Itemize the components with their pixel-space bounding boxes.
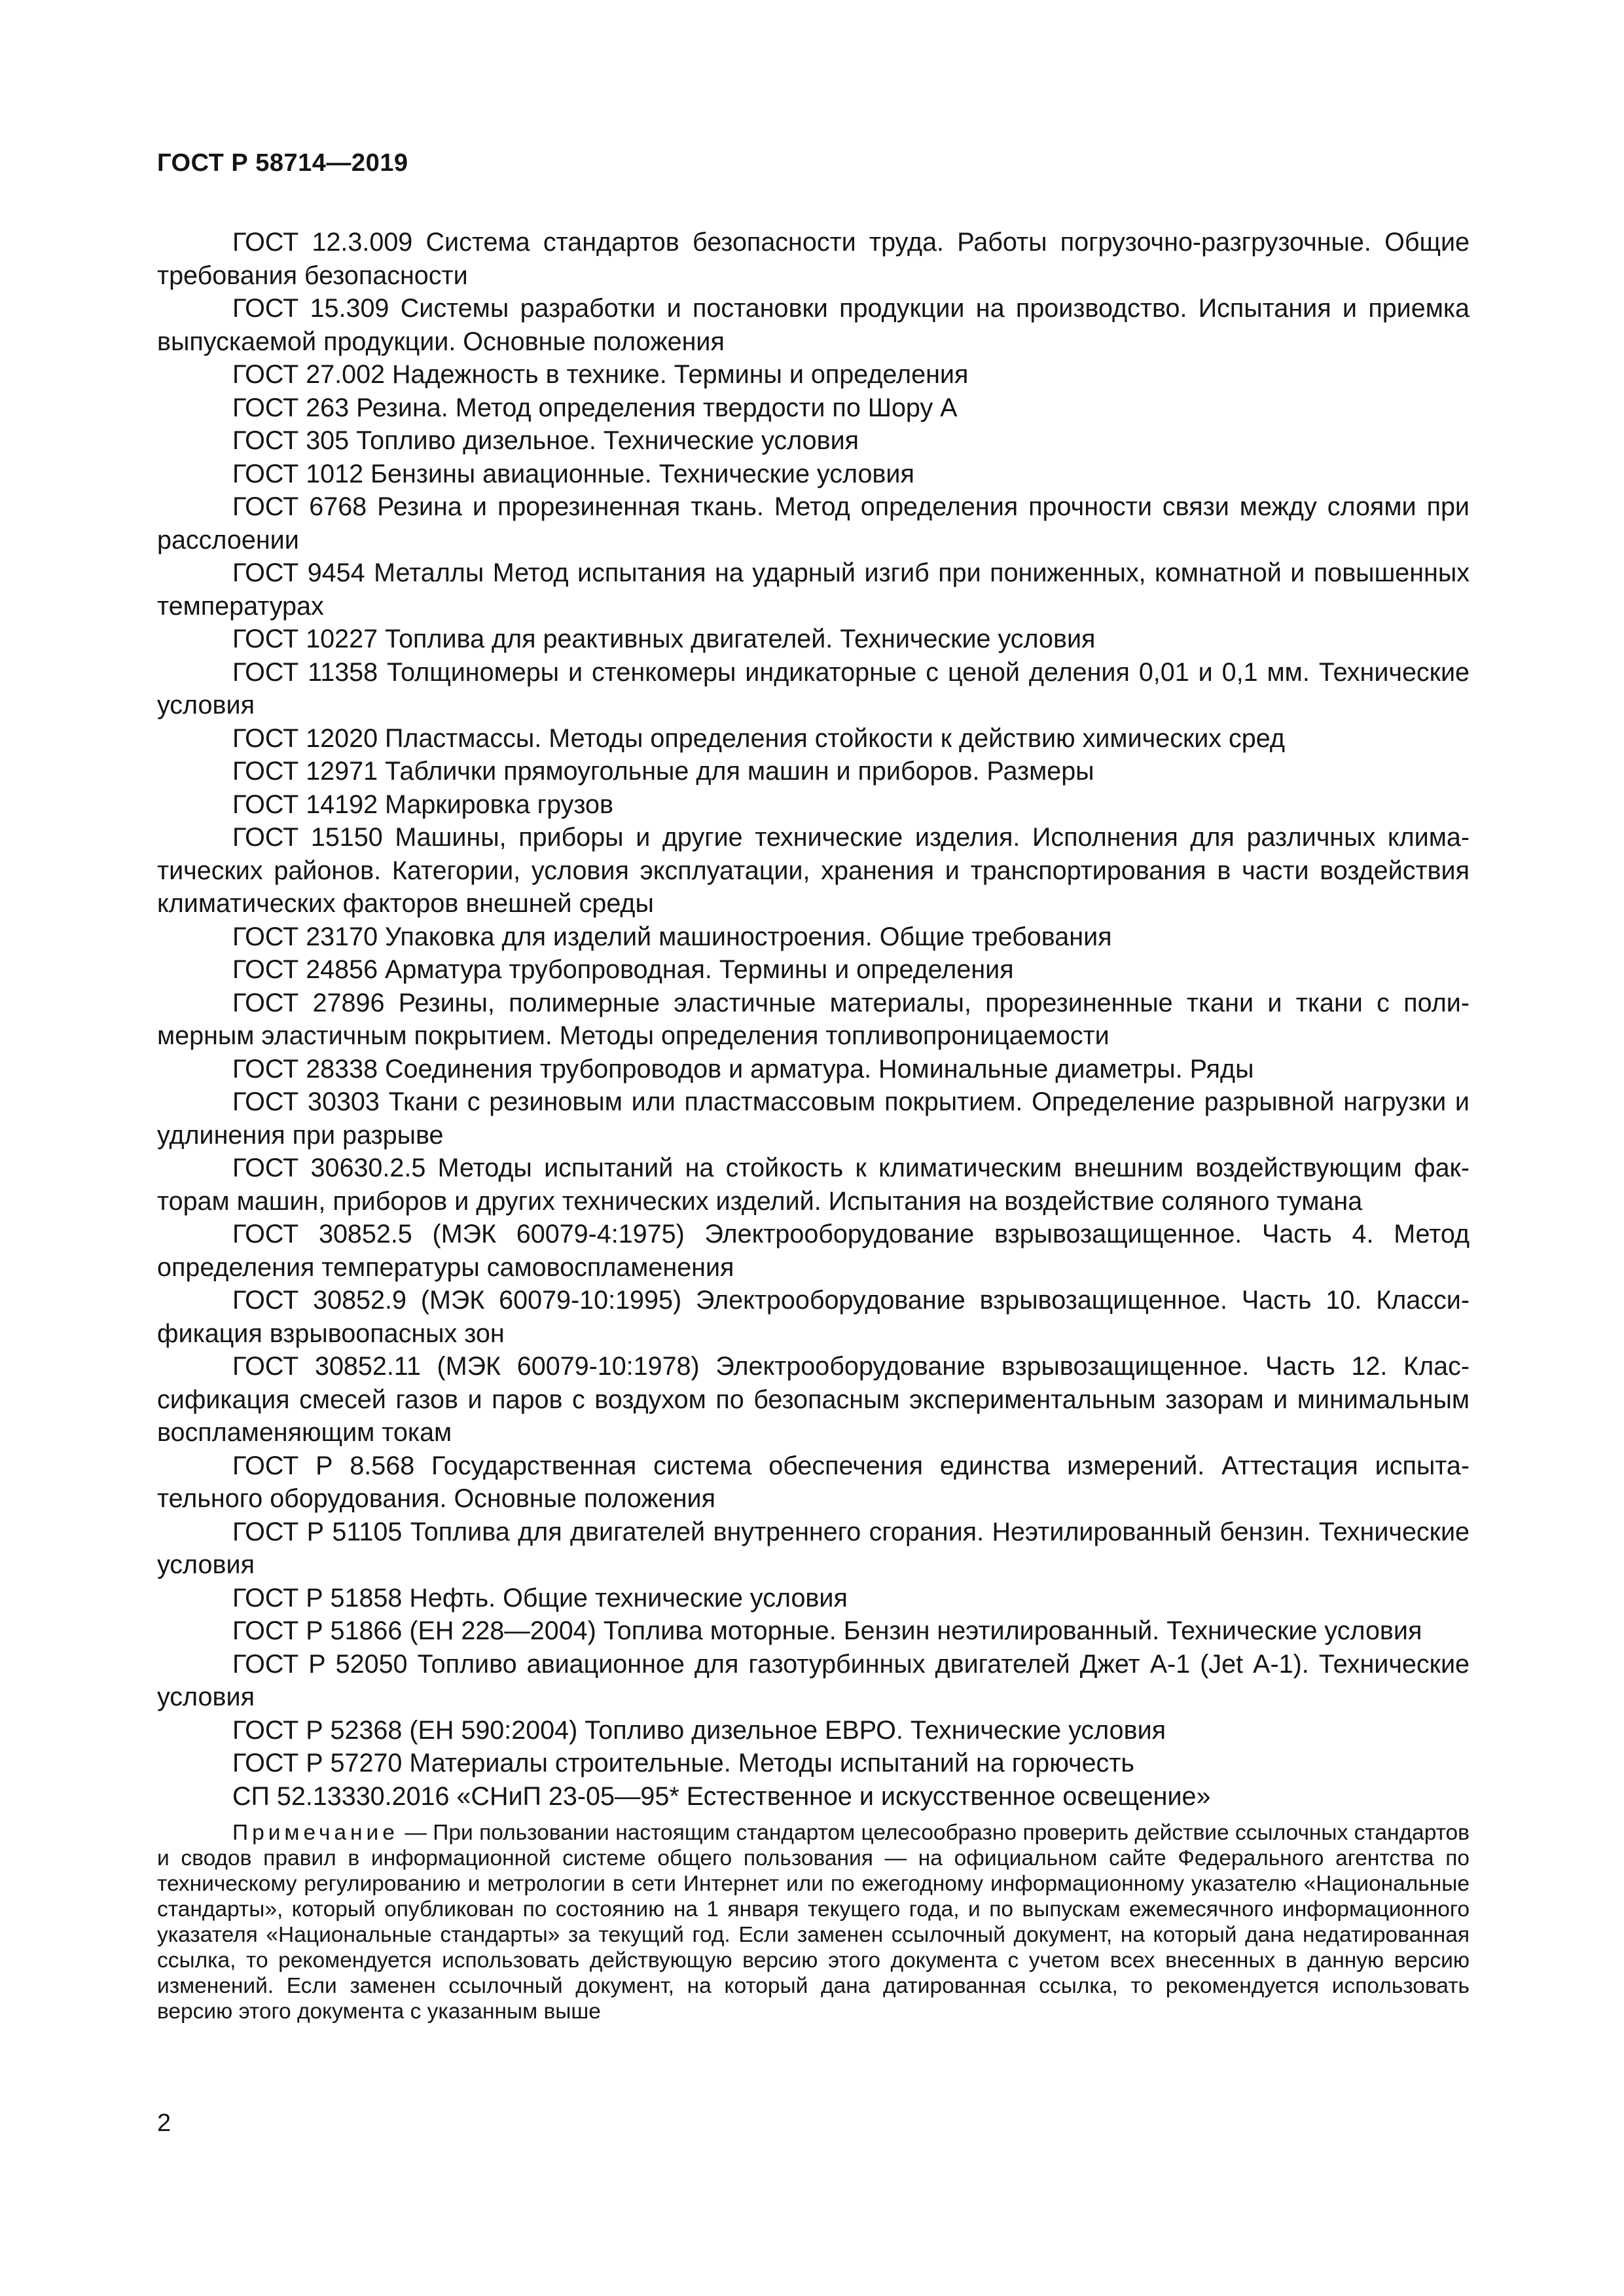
- reference-item: ГОСТ 27.002 Надежность в технике. Термины и определения: [232, 360, 969, 389]
- reference-item: ГОСТ 30852.11 (МЭК 60079-10:1978) Электрооборудование взрывозащищенное. Часть 12. Классификация смесей газов и паров с воздухом по безопасным экспериментальным зазорам и минимальным воспламеняющим токам: [157, 1352, 1470, 1447]
- reference-item: ГОСТ Р 51858 Нефть. Общие технические условия: [232, 1583, 848, 1613]
- note-label: Примечание: [232, 1821, 399, 1845]
- reference-item: ГОСТ 12020 Пластмассы. Методы определения стойкости к действию химических сред: [232, 723, 1285, 753]
- reference-item: ГОСТ Р 8.568 Государственная система обеспечения единства измерений. Аттестация испытательного оборудования. Основные положения: [157, 1451, 1470, 1513]
- reference-item: ГОСТ Р 57270 Материалы строительные. Методы испытаний на горючесть: [232, 1749, 1134, 1777]
- reference-item: ГОСТ 12971 Таблички прямоугольные для машин и приборов. Размеры: [232, 757, 1094, 786]
- reference-item: ГОСТ 14192 Маркировка грузов: [232, 790, 613, 819]
- reference-item: ГОСТ 12.3.009 Система стандартов безопасности труда. Работы погрузочно-разгрузочные. Общие требования безопасности: [157, 228, 1470, 290]
- reference-item: СП 52.13330.2016 «СНиП 23-05—95* Естественное и искусственное освещение»: [232, 1781, 1211, 1811]
- reference-item: ГОСТ 10227 Топлива для реактивных двигателей. Технические условия: [232, 625, 1096, 653]
- reference-item: ГОСТ Р 51105 Топлива для двигателей внутреннего сгорания. Неэтилированный бензин. Технические условия: [157, 1517, 1470, 1579]
- reference-item: ГОСТ Р 52368 (ЕН 590:2004) Топливо дизельное ЕВРО. Технические условия: [232, 1715, 1166, 1745]
- reference-item: ГОСТ Р 51866 (ЕН 228—2004) Топлива моторные. Бензин неэтилированный. Технические условия: [232, 1616, 1422, 1645]
- note-paragraph: [157, 1820, 1470, 2024]
- reference-item: ГОСТ 30303 Ткани с резиновым или пластмассовым покрытием. Определение разрывной нагрузки и удлинения при разрыве: [157, 1087, 1470, 1150]
- reference-item: ГОСТ 30630.2.5 Методы испытаний на стойкость к климатическим внешним воздействующим факторам машин, приборов и других технических изделий. Испытания на воздействие соляного тумана: [157, 1154, 1470, 1216]
- reference-item: ГОСТ 15150 Машины, приборы и другие технические изделия. Исполнения для различных климатических районов. Категории, условия эксплуатации, хранения и транспортирования в части воздействия климатических факторов внешней среды: [157, 823, 1470, 918]
- reference-item: ГОСТ 305 Топливо дизельное. Технические условия: [232, 426, 859, 455]
- page-number: 2: [157, 2109, 171, 2137]
- reference-item: ГОСТ 30852.5 (МЭК 60079-4:1975) Электрооборудование взрывозащищенное. Часть 4. Метод определения температуры самовоспламенения: [157, 1220, 1470, 1282]
- reference-item: ГОСТ 28338 Соединения трубопроводов и арматура. Номинальные диаметры. Ряды: [232, 1054, 1254, 1084]
- normative-references-list: [157, 226, 1470, 1813]
- reference-item: ГОСТ 1012 Бензины авиационные. Технические условия: [232, 459, 914, 488]
- note-text: — При пользовании настоящим стандартом целесообразно проверить действие ссылочных стандартов и сводов правил в информационной системе общего пользования — на официальном сайте Федерального агентства по техническому регулированию и метрологии в сети Интернет или по ежегодному информационному указателю «Национальные стандарты», который опубликован по состоянию на 1 января текущего года, и по выпускам ежемесячного информационного указателя «Национальные стандарты» за текущий год. Если заменен ссылочный документ, на который дана недатированная ссылка, то рекомендуется использовать действующую версию этого документа с учетом всех внесенных в данную версию изменений. Если заменен ссылочный документ, на который дана датированная ссылка, то рекомендуется использовать версию этого документа с указанным выше: [157, 1821, 1470, 2024]
- standard-id-header: ГОСТ Р 58714—2019: [157, 149, 408, 177]
- reference-item: ГОСТ 27896 Резины, полимерные эластичные материалы, прорезиненные ткани и ткани с полимерным эластичным покрытием. Методы определения топливопроницаемости: [157, 988, 1470, 1050]
- reference-item: ГОСТ 23170 Упаковка для изделий машиностроения. Общие требования: [232, 922, 1112, 951]
- reference-item: ГОСТ 11358 Толщиномеры и стенкомеры индикаторные с ценой деления 0,01 и 0,1 мм. Технические условия: [157, 657, 1470, 720]
- reference-item: ГОСТ Р 52050 Топливо авиационное для газотурбинных двигателей Джет А-1 (Jet А-1). Технические условия: [157, 1649, 1470, 1711]
- reference-item: ГОСТ 15.309 Системы разработки и постановки продукции на производство. Испытания и приемка выпускаемой продукции. Основные положения: [157, 294, 1470, 356]
- reference-item: ГОСТ 9454 Металлы Метод испытания на ударный изгиб при пониженных, комнатной и повышенных температурах: [157, 558, 1470, 621]
- reference-item: ГОСТ 30852.9 (МЭК 60079-10:1995) Электрооборудование взрывозащищенное. Часть 10. Классификация взрывоопасных зон: [157, 1286, 1470, 1348]
- reference-item: ГОСТ 24856 Арматура трубопроводная. Термины и определения: [232, 955, 1014, 984]
- reference-item: ГОСТ 263 Резина. Метод определения твердости по Шору А: [232, 393, 958, 422]
- reference-item: ГОСТ 6768 Резина и прорезиненная ткань. Метод определения прочности связи между слоями при расслоении: [157, 492, 1470, 555]
